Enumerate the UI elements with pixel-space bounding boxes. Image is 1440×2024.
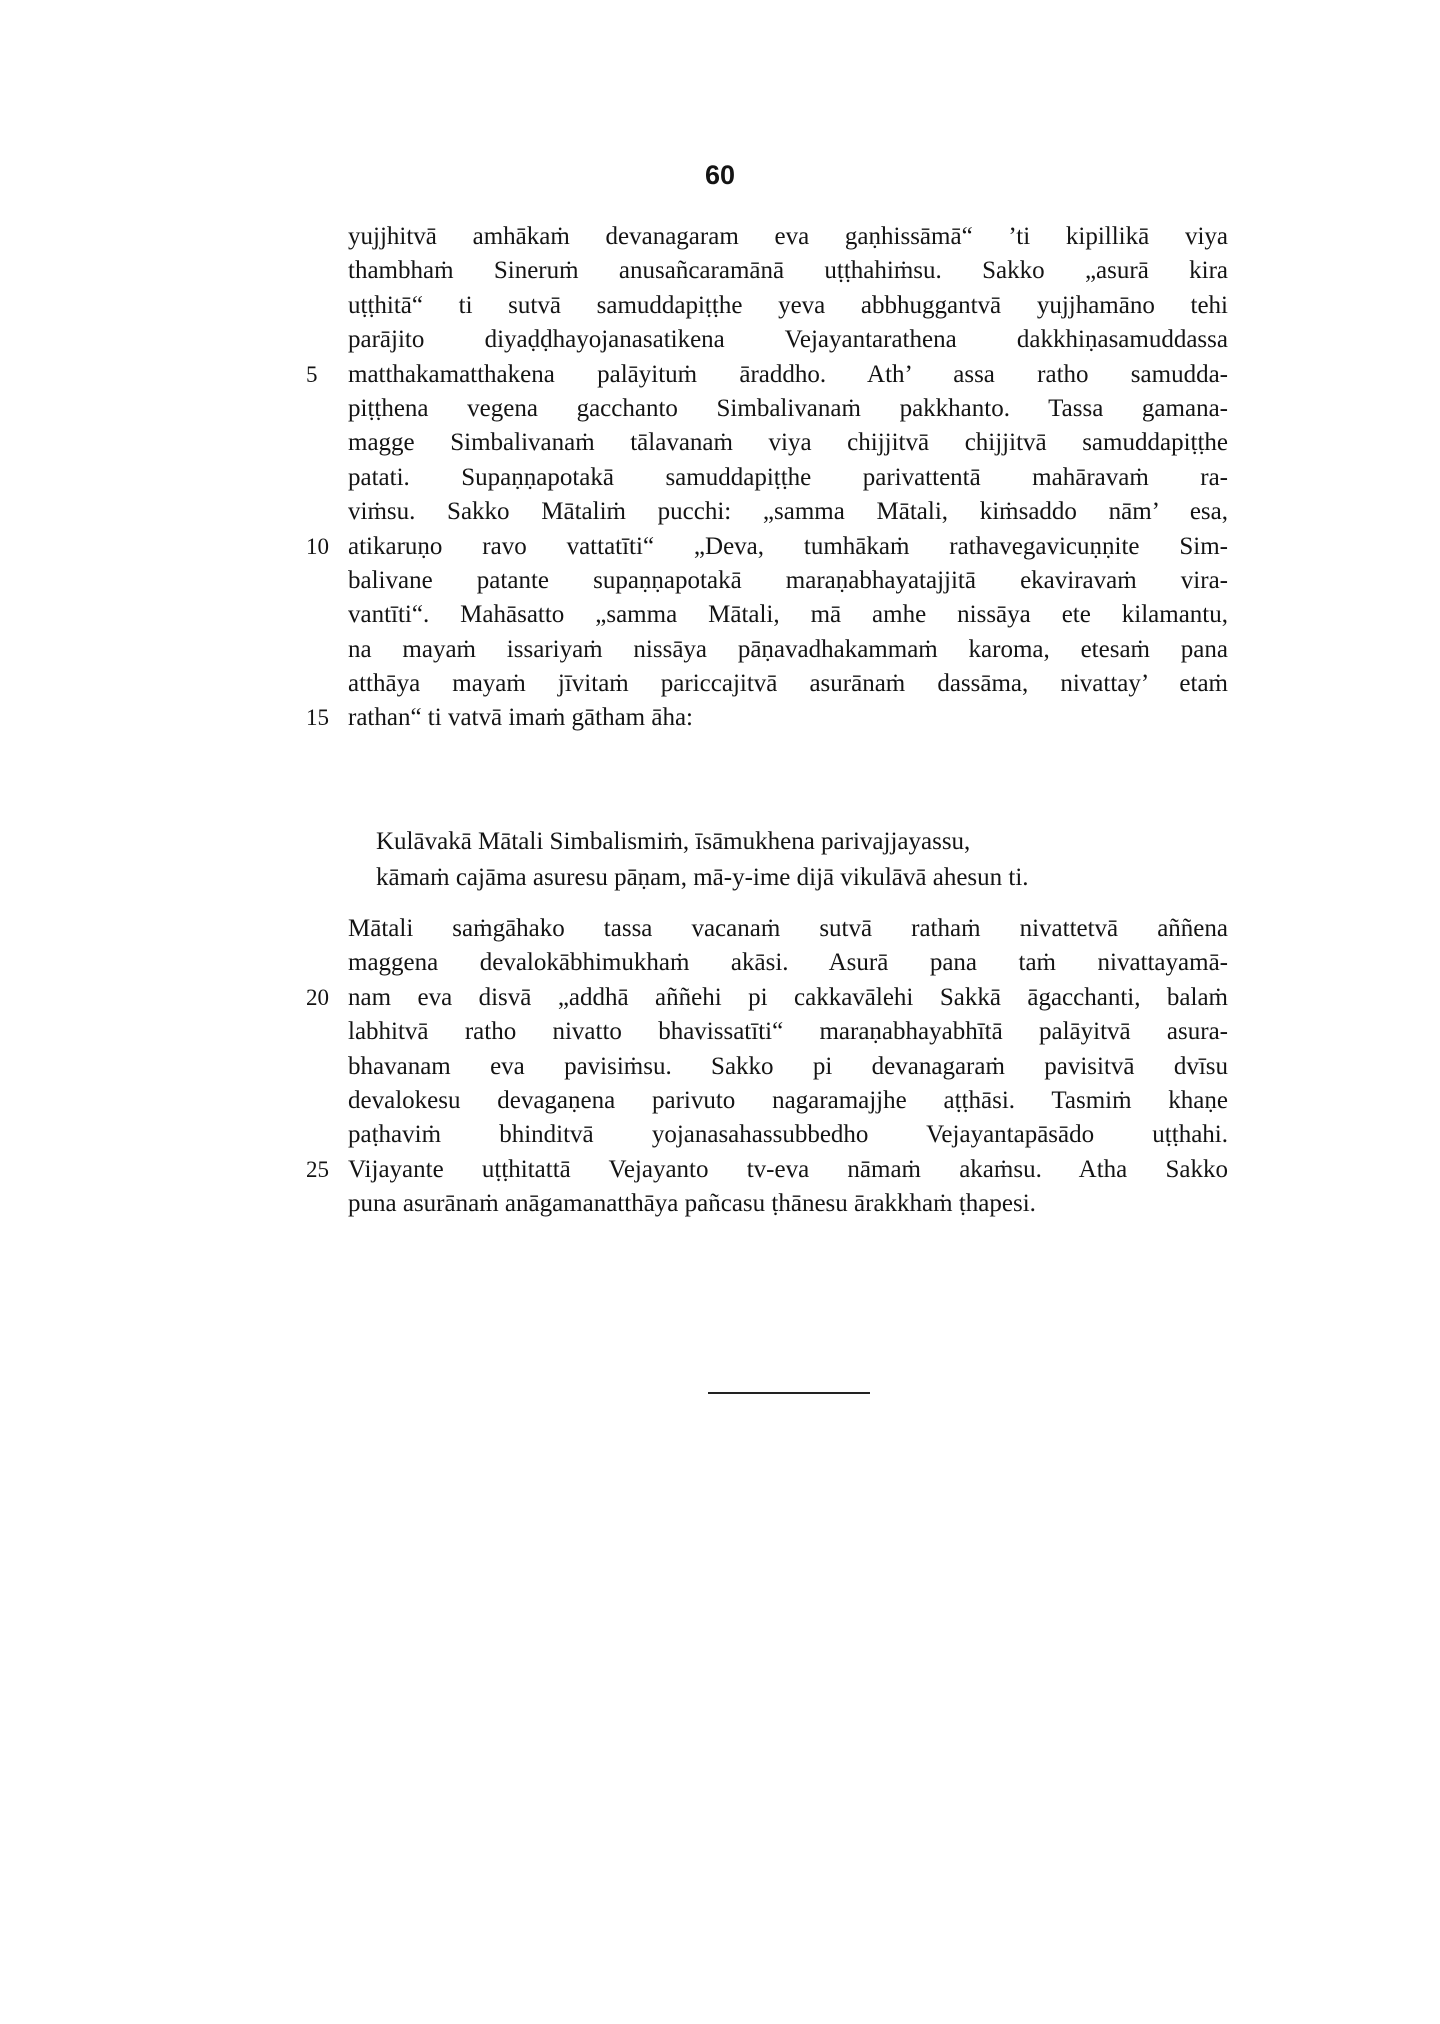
end-rule (708, 1392, 870, 1394)
text-line (306, 1153, 1228, 1187)
line-text: atikaruṇo ravo vattatīti“ „Deva, tumhākaṁ rathavegavicuṇṇite Sim- (348, 532, 1228, 560)
text-line (348, 461, 1228, 495)
line-text: patati. Supaṇṇapotakā samuddapiṭṭhe parivattentā mahāravaṁ ra- (348, 463, 1228, 491)
line-text: yujjhitvā amhākaṁ devanagaram eva gaṇhissāmā“ ’ti kipillikā viya (348, 223, 1228, 250)
text-line (348, 1050, 1228, 1084)
line-text: maggena devalokābhimukhaṁ akāsi. Asurā pana taṁ nivattayamā- (348, 949, 1228, 977)
line-text: viṁsu. Sakko Mātaliṁ pucchi: „samma Mātali, kiṁsaddo nām’ esa, (348, 498, 1228, 526)
text-line (348, 1118, 1228, 1152)
page-number: 60 (704, 160, 736, 190)
text-line (348, 667, 1228, 701)
line-number: 10 (306, 533, 329, 559)
line-text: bhavanam eva pavisiṁsu. Sakko pi devanagaraṁ pavisitvā dvīsu (348, 1052, 1228, 1080)
line-text: nam eva disvā „addhā aññehi pi cakkavālehi Sakkā āgacchanti, balaṁ (348, 983, 1228, 1011)
text-line (306, 701, 1228, 735)
line-text: uṭṭhitā“ ti sutvā samuddapiṭṭhe yeva abbhuggantvā yujjhamāno tehi (348, 291, 1228, 319)
line-text: rathan“ ti vatvā imaṁ gātham āha: (348, 704, 693, 732)
line-text: magge Simbalivanaṁ tālavanaṁ viya chijjitvā chijjitvā samuddapiṭṭhe (348, 429, 1228, 457)
line-text: piṭṭhena vegena gacchanto Simbalivanaṁ pakkhanto. Tassa gamana- (348, 394, 1228, 422)
line-text: devalokesu devagaṇena parivuto nagaramajjhe aṭṭhāsi. Tasmiṁ khaṇe (348, 1086, 1228, 1114)
text-line (348, 254, 1228, 288)
line-text: balivane patante supaṇṇapotakā maraṇabhayatajjitā ekaviravaṁ vira- (348, 566, 1228, 594)
text-line (348, 1015, 1228, 1049)
paragraph-2 (306, 912, 1228, 1222)
line-text: kāmaṁ cajāma asuresu pāṇam, mā-y-ime dijā vikulāvā ahesun ti. (376, 864, 1029, 891)
verse-line (376, 860, 1196, 896)
line-text: Mātali saṁgāhako tassa vacanaṁ sutvā rathaṁ nivattetvā aññena (348, 915, 1228, 942)
text-line (348, 323, 1228, 357)
line-number: 5 (306, 361, 318, 387)
text-line (348, 912, 1228, 946)
line-text: thambhaṁ Sineruṁ anusañcaramānā uṭṭhahiṁsu. Sakko „asurā kira (348, 257, 1228, 285)
text-line (348, 1084, 1228, 1118)
line-text: paṭhaviṁ bhinditvā yojanasahassubbedho Vejayantapāsādo uṭṭhahi. (348, 1121, 1228, 1149)
line-text: matthakamatthakena palāyituṁ āraddho. Ath’ assa ratho samudda- (348, 360, 1228, 388)
text-line (348, 1187, 1228, 1221)
line-text: atthāya mayaṁ jīvitaṁ pariccajitvā asurānaṁ dassāma, nivattay’ etaṁ (348, 670, 1228, 698)
text-line (348, 289, 1228, 323)
text-line (348, 633, 1228, 667)
text-line (306, 530, 1228, 564)
text-line (348, 598, 1228, 632)
line-text: parājito diyaḍḍhayojanasatikena Vejayantarathena dakkhiṇasamuddassa (348, 326, 1228, 354)
text-line (348, 392, 1228, 426)
line-text: puna asurānaṁ anāgamanatthāya pañcasu ṭhānesu ārakkhaṁ ṭhapesi. (348, 1190, 1036, 1218)
line-text: na mayaṁ issariyaṁ nissāya pāṇavadhakammaṁ karoma, etesaṁ pana (348, 635, 1228, 663)
text-line (348, 946, 1228, 980)
text-line (348, 220, 1228, 254)
line-text: vantīti“. Mahāsatto „samma Mātali, mā amhe nissāya ete kilamantu, (348, 601, 1228, 629)
line-number: 15 (306, 705, 329, 731)
verse-stanza (376, 824, 1196, 896)
line-text: Vijayante uṭṭhitattā Vejayanto tv-eva nāmaṁ akaṁsu. Atha Sakko (348, 1155, 1228, 1183)
line-text: Kulāvakā Mātali Simbalismiṁ, īsāmukhena parivajjayassu, (376, 828, 971, 855)
line-number: 20 (306, 984, 329, 1010)
verse-line (376, 824, 1196, 860)
text-line (348, 564, 1228, 598)
text-line (348, 426, 1228, 460)
line-number: 25 (306, 1156, 329, 1182)
text-line (306, 981, 1228, 1015)
text-line (348, 495, 1228, 529)
paragraph-1 (306, 220, 1228, 736)
text-line (306, 358, 1228, 392)
line-text: labhitvā ratho nivatto bhavissatīti“ maraṇabhayabhītā palāyitvā asura- (348, 1018, 1228, 1046)
